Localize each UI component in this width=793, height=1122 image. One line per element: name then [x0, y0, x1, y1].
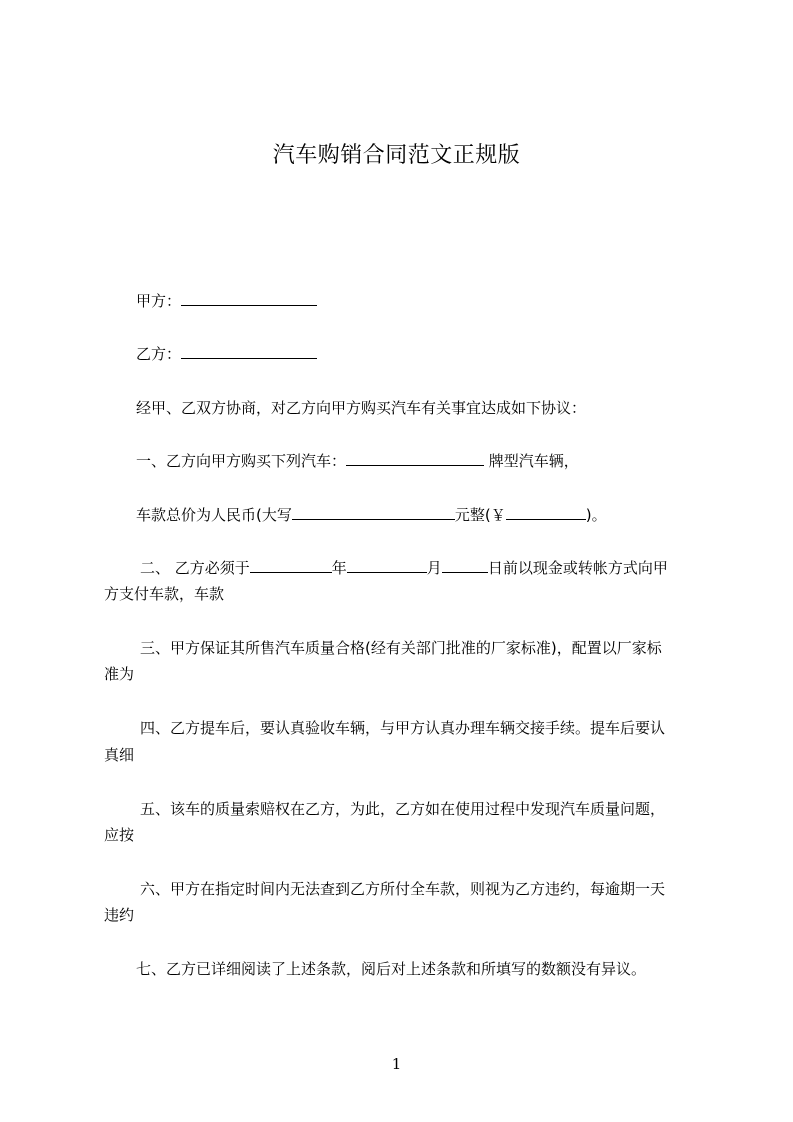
clause-2-rest: 日前以现金或转帐方式向甲 [487, 559, 668, 577]
intro-paragraph: 经甲、乙双方协商，对乙方向甲方购买汽车有关事宜达成如下协议： [136, 399, 587, 417]
clause-3-line-2: 准为 [104, 665, 135, 683]
clause-2-prefix: 二、 乙方必须于 [140, 559, 250, 577]
price-suffix: )。 [585, 506, 607, 524]
page-number: 1 [391, 1055, 402, 1073]
clause-2-line-2: 方支付车款，车款 [104, 585, 225, 603]
price-words-blank[interactable] [292, 503, 455, 520]
clause-1-suffix: 牌型汽车辆， [484, 452, 579, 470]
clause-7: 七、乙方已详细阅读了上述条款，阅后对上述条款和所填写的数额没有异议。 [136, 960, 647, 978]
party-b-blank[interactable] [181, 342, 317, 359]
clause-5-line-2: 应按 [104, 826, 135, 844]
price-prefix: 车款总价为人民币(大写 [136, 506, 292, 524]
party-b-line [104, 340, 736, 368]
year-blank[interactable] [250, 556, 332, 573]
clause-6-line-1: 六、甲方在指定时间内无法查到乙方所付全车款，则视为乙方违约，每逾期一天 [140, 880, 666, 898]
clause-3-line-1: 三、甲方保证其所售汽车质量合格(经有关部门批准的厂家标准)，配置以厂家标 [140, 639, 662, 657]
car-model-blank[interactable] [346, 449, 484, 466]
clause-2-year: 年 [331, 559, 347, 577]
clause-2-line-1 [104, 554, 740, 582]
day-blank[interactable] [442, 556, 488, 573]
clause-1 [104, 447, 736, 475]
clause-4-line-1: 四、乙方提车后，要认真验收车辆，与甲方认真办理车辆交接手续。提车后要认 [140, 719, 666, 737]
party-a-blank[interactable] [181, 289, 317, 306]
document-title: 汽车购销合同范文正规版 [272, 143, 521, 168]
clause-1-prefix: 一、乙方向甲方购买下列汽车： [136, 452, 347, 470]
party-a-line [104, 287, 736, 315]
clause-5-line-1: 五、该车的质量索赔权在乙方，为此，乙方如在使用过程中发现汽车质量问题， [140, 800, 666, 818]
price-mid: 元整(￥ [454, 506, 506, 524]
price-amount-blank[interactable] [506, 503, 586, 520]
month-blank[interactable] [347, 556, 427, 573]
party-b-label: 乙方： [136, 345, 182, 363]
clause-4-line-2: 真细 [104, 746, 135, 764]
clause-2-month: 月 [426, 559, 442, 577]
party-a-label: 甲方： [136, 292, 182, 310]
clause-6-line-2: 违约 [104, 906, 135, 924]
price-line [104, 501, 736, 529]
